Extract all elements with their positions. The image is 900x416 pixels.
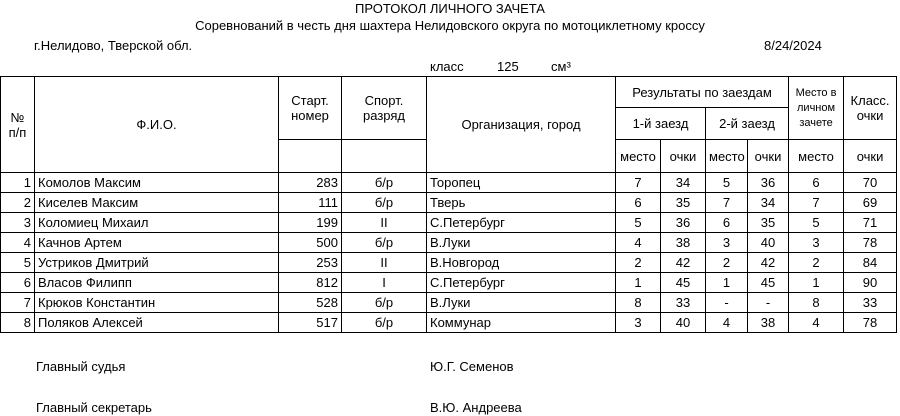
date-label: 8/24/2024 — [764, 38, 822, 53]
table-row — [1, 273, 897, 293]
cell-points: 71 — [844, 213, 897, 233]
cell-rank: б/р — [342, 233, 427, 253]
header-place-sub: место — [789, 140, 844, 173]
cell-points: 33 — [844, 293, 897, 313]
header-num: № п/п — [1, 77, 35, 173]
cell-n: 7 — [1, 293, 35, 313]
cell-points: 84 — [844, 253, 897, 273]
cell-place: 4 — [789, 313, 844, 333]
cell-h1p: 7 — [616, 173, 661, 193]
cell-rank: б/р — [342, 313, 427, 333]
cell-name: Комолов Максим — [35, 173, 279, 193]
cell-name: Коломиец Михаил — [35, 213, 279, 233]
table-row — [1, 173, 897, 193]
header-results: Результаты по заездам — [616, 77, 789, 108]
header-heat1-points: очки — [661, 140, 706, 173]
cell-h2o: 42 — [748, 253, 789, 273]
cell-place: 6 — [789, 173, 844, 193]
cell-rank: б/р — [342, 193, 427, 213]
cell-start: 517 — [279, 313, 342, 333]
cell-h1o: 36 — [661, 213, 706, 233]
cell-start: 500 — [279, 233, 342, 253]
cell-start: 253 — [279, 253, 342, 273]
cell-points: 90 — [844, 273, 897, 293]
cell-h2p: 1 — [706, 273, 748, 293]
cell-h2o: 38 — [748, 313, 789, 333]
cell-n: 6 — [1, 273, 35, 293]
header-class-points: Класс. очки — [844, 77, 897, 140]
cell-name: Поляков Алексей — [35, 313, 279, 333]
header-heat1-place: место — [616, 140, 661, 173]
cell-n: 1 — [1, 173, 35, 193]
cell-h2o: - — [748, 293, 789, 313]
class-value: 125 — [497, 59, 519, 74]
cell-h1o: 38 — [661, 233, 706, 253]
cell-h1p: 2 — [616, 253, 661, 273]
cell-n: 2 — [1, 193, 35, 213]
cell-h1o: 35 — [661, 193, 706, 213]
cell-h1o: 33 — [661, 293, 706, 313]
cell-h2p: 6 — [706, 213, 748, 233]
cell-place: 7 — [789, 193, 844, 213]
cell-start: 283 — [279, 173, 342, 193]
cell-place: 2 — [789, 253, 844, 273]
cell-h2p: 4 — [706, 313, 748, 333]
cell-place: 5 — [789, 213, 844, 233]
header-sport-rank: Спорт. разряд — [342, 77, 427, 140]
chief-secretary-label: Главный секретарь — [36, 400, 152, 415]
cell-name: Власов Филипп — [35, 273, 279, 293]
cell-h1p: 3 — [616, 313, 661, 333]
document-title: ПРОТОКОЛ ЛИЧНОГО ЗАЧЕТА — [355, 1, 545, 16]
table-row — [1, 253, 897, 273]
header-heat2-points: очки — [748, 140, 789, 173]
cell-n: 5 — [1, 253, 35, 273]
document-subtitle: Соревнований в честь дня шахтера Нелидовского округа по мотоциклетному кроссу — [195, 18, 705, 33]
cell-h2o: 34 — [748, 193, 789, 213]
chief-judge-name: Ю.Г. Семенов — [430, 359, 514, 374]
cell-h1o: 45 — [661, 273, 706, 293]
cell-rank: II — [342, 213, 427, 233]
cell-h2o: 40 — [748, 233, 789, 253]
cell-points: 70 — [844, 173, 897, 193]
table-row — [1, 293, 897, 313]
header-personal-place: Место в личном зачете — [789, 77, 844, 140]
cell-n: 3 — [1, 213, 35, 233]
cell-n: 8 — [1, 313, 35, 333]
cell-h2o: 35 — [748, 213, 789, 233]
header-organization: Организация, город — [427, 77, 616, 173]
cell-name: Киселев Максим — [35, 193, 279, 213]
cell-h1o: 34 — [661, 173, 706, 193]
cell-rank: II — [342, 253, 427, 273]
results-table — [0, 76, 897, 333]
cell-h2p: 7 — [706, 193, 748, 213]
cell-rank: б/р — [342, 293, 427, 313]
cell-h1p: 4 — [616, 233, 661, 253]
cell-h1p: 1 — [616, 273, 661, 293]
cell-h1o: 40 — [661, 313, 706, 333]
header-heat-1: 1-й заезд — [616, 108, 706, 140]
chief-judge-label: Главный судья — [36, 359, 126, 374]
cell-org: С.Петербург — [427, 273, 616, 293]
cell-h2o: 45 — [748, 273, 789, 293]
cell-org: Тверь — [427, 193, 616, 213]
cell-org: С.Петербург — [427, 213, 616, 233]
cell-start: 111 — [279, 193, 342, 213]
table-row — [1, 233, 897, 253]
cell-org: В.Луки — [427, 233, 616, 253]
header-heat-2: 2-й заезд — [706, 108, 789, 140]
cell-place: 8 — [789, 293, 844, 313]
cell-start: 812 — [279, 273, 342, 293]
class-unit: см³ — [551, 59, 571, 74]
cell-h1p: 6 — [616, 193, 661, 213]
table-row — [1, 193, 897, 213]
header-start-number: Старт. номер — [279, 77, 342, 140]
class-label: класс — [430, 59, 464, 74]
cell-org: Коммунар — [427, 313, 616, 333]
cell-start: 199 — [279, 213, 342, 233]
table-row — [1, 213, 897, 233]
place-label: г.Нелидово, Тверской обл. — [34, 38, 193, 53]
cell-rank: I — [342, 273, 427, 293]
cell-name: Качнов Артем — [35, 233, 279, 253]
cell-org: В.Новгород — [427, 253, 616, 273]
cell-org: В.Луки — [427, 293, 616, 313]
cell-h1p: 5 — [616, 213, 661, 233]
cell-points: 78 — [844, 313, 897, 333]
header-heat2-place: место — [706, 140, 748, 173]
cell-place: 1 — [789, 273, 844, 293]
cell-name: Крюков Константин — [35, 293, 279, 313]
cell-n: 4 — [1, 233, 35, 253]
cell-org: Торопец — [427, 173, 616, 193]
cell-h1p: 8 — [616, 293, 661, 313]
cell-h2p: 3 — [706, 233, 748, 253]
header-points-sub: очки — [844, 140, 897, 173]
chief-secretary-name: В.Ю. Андреева — [430, 400, 522, 415]
cell-start: 528 — [279, 293, 342, 313]
cell-name: Устриков Дмитрий — [35, 253, 279, 273]
cell-h2p: 5 — [706, 173, 748, 193]
cell-h2p: 2 — [706, 253, 748, 273]
table-row — [1, 313, 897, 333]
cell-points: 78 — [844, 233, 897, 253]
cell-points: 69 — [844, 193, 897, 213]
header-name: Ф.И.О. — [35, 77, 279, 173]
cell-h1o: 42 — [661, 253, 706, 273]
cell-h2o: 36 — [748, 173, 789, 193]
cell-place: 3 — [789, 233, 844, 253]
cell-rank: б/р — [342, 173, 427, 193]
cell-h2p: - — [706, 293, 748, 313]
